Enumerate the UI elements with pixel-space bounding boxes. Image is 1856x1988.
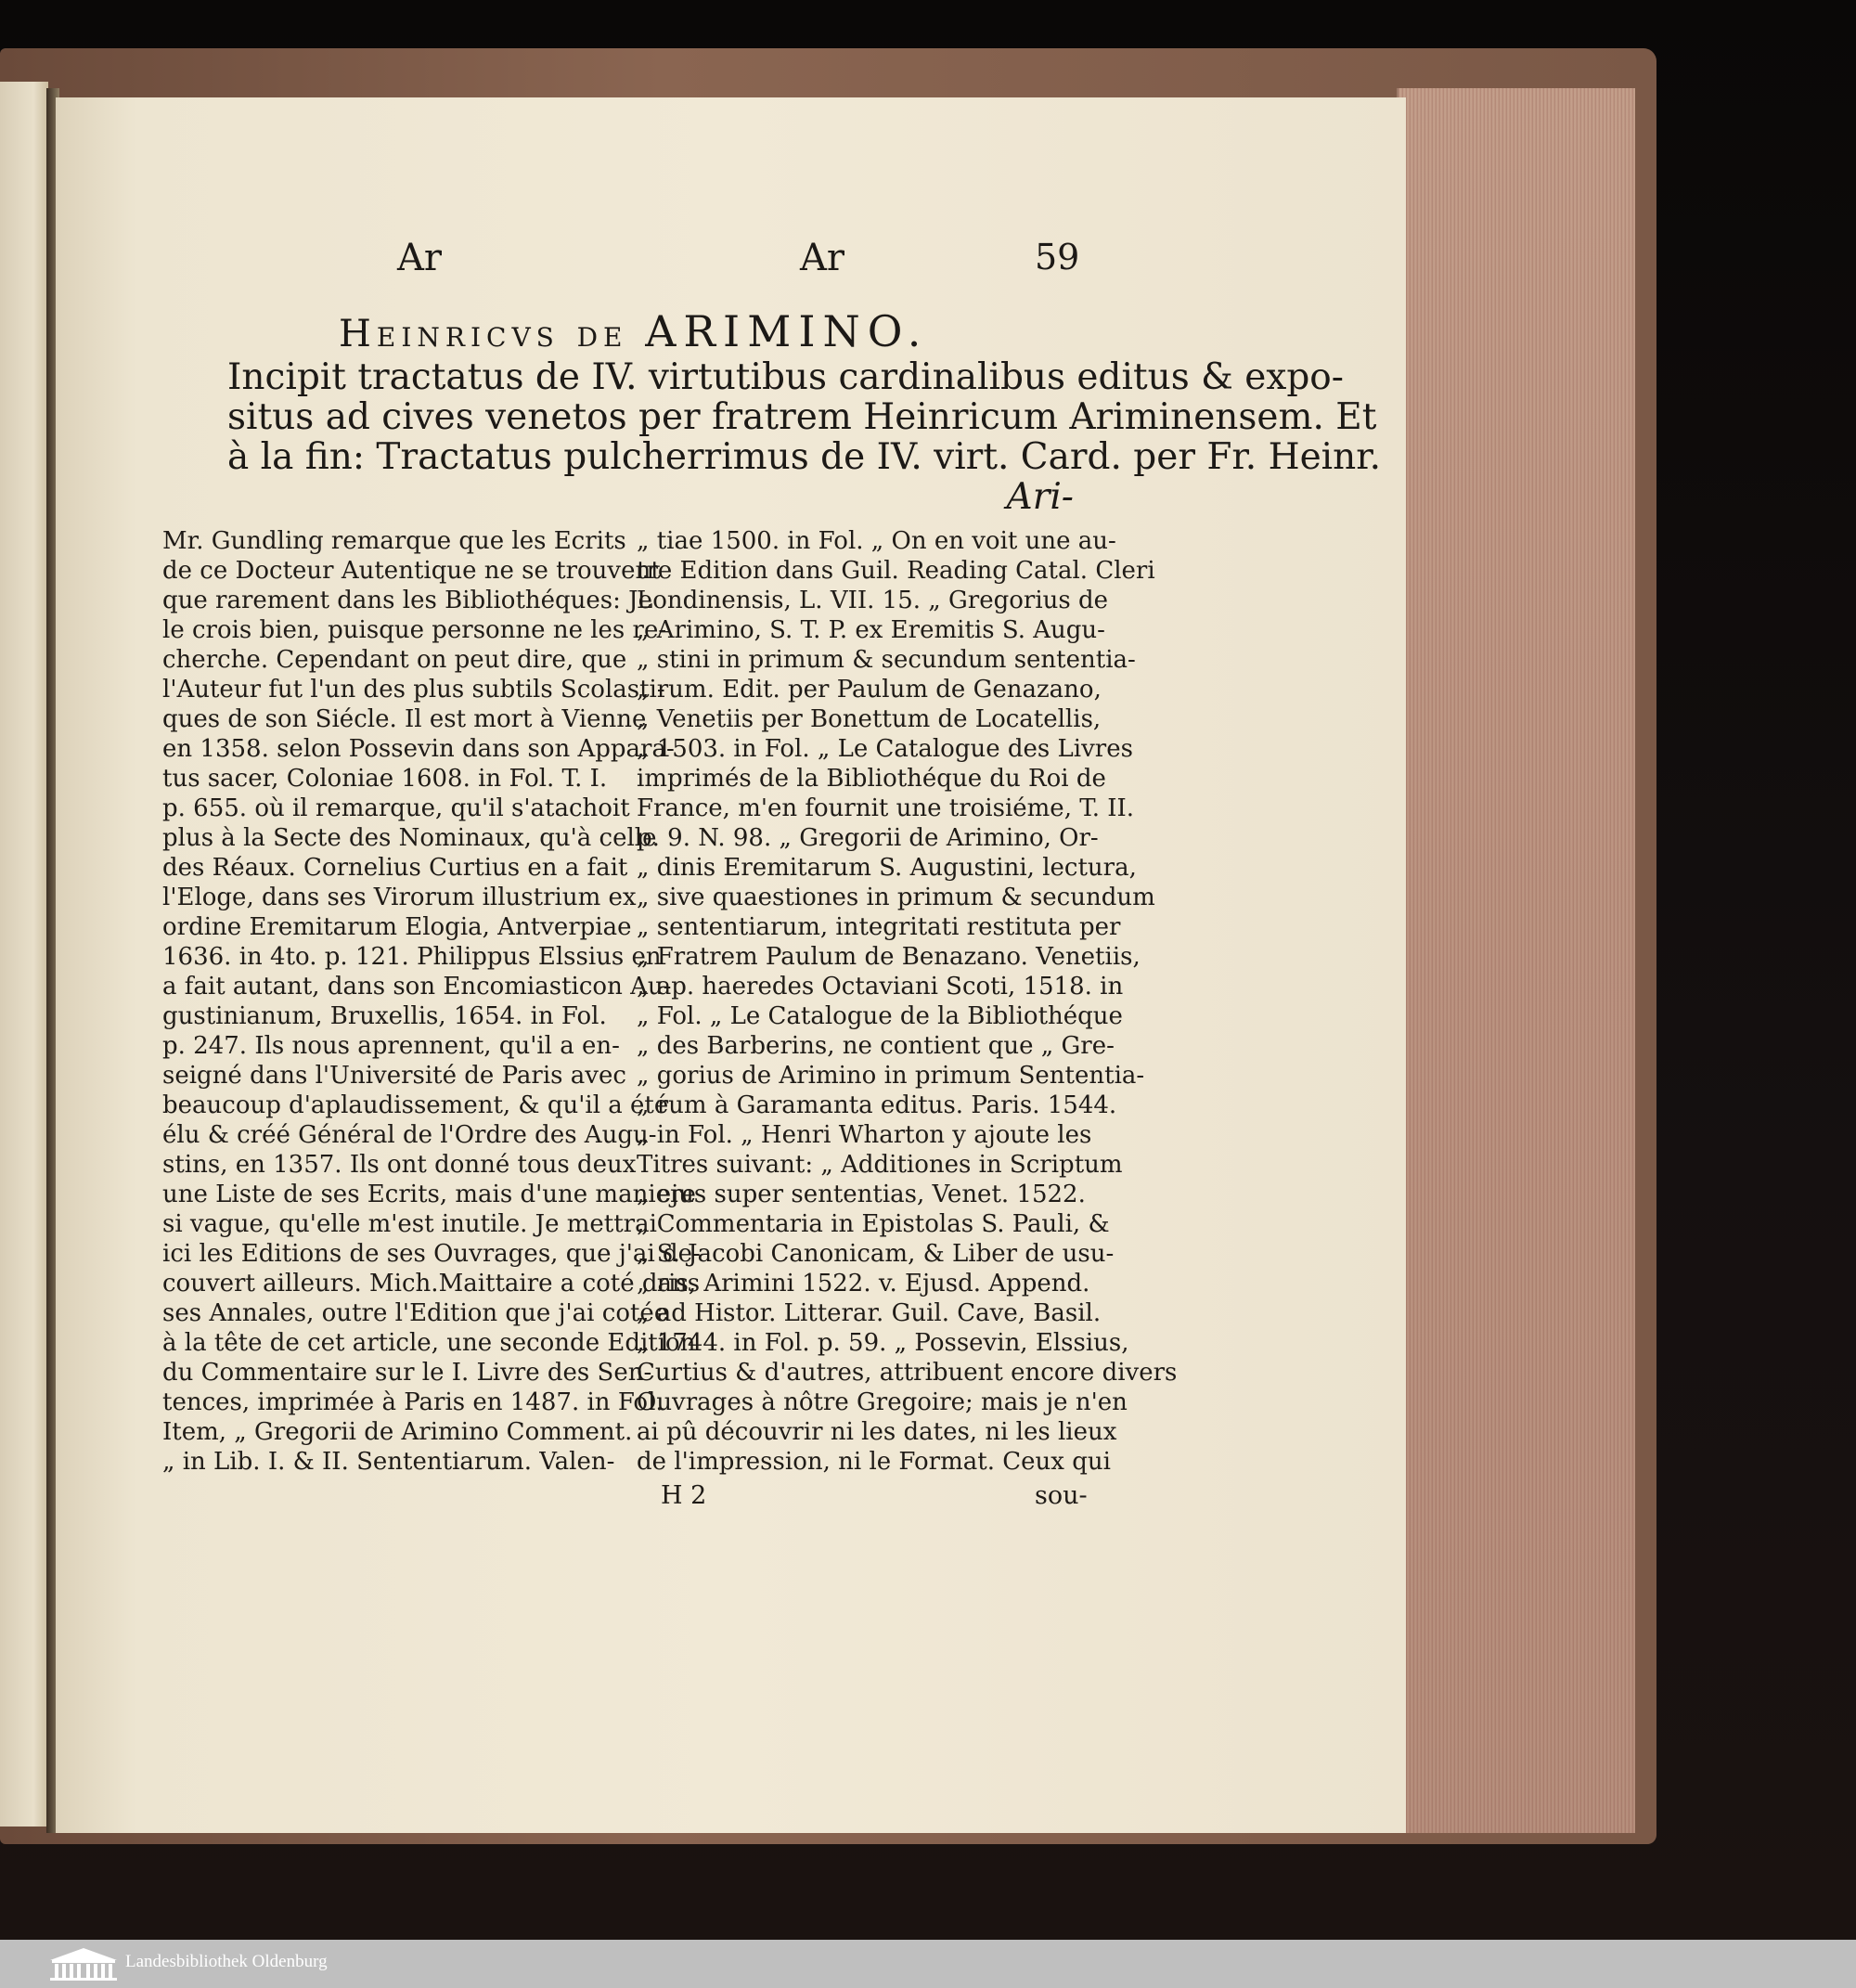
- text-line: si vague, qu'elle m'est inutile. Je mettrai: [162, 1210, 657, 1238]
- text-line: „ Venetiis per Bonettum de Locatellis,: [637, 705, 1102, 733]
- text-line: „ ap. haeredes Octaviani Scoti, 1518. in: [637, 973, 1124, 1000]
- text-line: ai pû découvrir ni les dates, ni les lieux: [637, 1418, 1117, 1446]
- text-line: „ stini in primum & secundum sententia-: [637, 646, 1136, 674]
- text-line: ses Annales, outre l'Edition que j'ai cotée: [162, 1299, 669, 1327]
- incipit-line: Ari-: [1006, 476, 1074, 518]
- text-line: „ 1503. in Fol. „ Le Catalogue des Livres: [637, 735, 1133, 763]
- text-line: „ sive quaestiones in primum & secundum: [637, 884, 1155, 911]
- text-line: cherche. Cependant on peut dire, que: [162, 646, 627, 674]
- text-line: „ Fratrem Paulum de Benazano. Venetiis,: [637, 943, 1141, 971]
- text-line: couvert ailleurs. Mich.Maittaire a coté dans: [162, 1270, 701, 1297]
- text-line: 1636. in 4to. p. 121. Philippus Elssius en: [162, 943, 662, 971]
- text-line: France, m'en fournit une troisiéme, T. II.: [637, 794, 1135, 822]
- title-prefix: Heinricvs de: [339, 313, 628, 355]
- library-name[interactable]: Landesbibliothek Oldenburg: [125, 1952, 328, 1971]
- viewer-footer-bar: [0, 1940, 1856, 1988]
- text-line: „ rum à Garamanta editus. Paris. 1544.: [637, 1091, 1117, 1119]
- text-line: „ Commentaria in Epistolas S. Pauli, &: [637, 1210, 1110, 1238]
- text-line: „ gorius de Arimino in primum Sententia-: [637, 1062, 1145, 1090]
- text-line: „ rum. Edit. per Paulum de Genazano,: [637, 676, 1102, 704]
- text-line: le crois bien, puisque personne ne les re-: [162, 616, 667, 644]
- text-line: „ des Barberins, ne contient que „ Gre-: [637, 1032, 1115, 1060]
- running-head-left: Ar: [397, 237, 443, 279]
- text-line: gustinianum, Bruxellis, 1654. in Fol.: [162, 1002, 607, 1030]
- text-line: en 1358. selon Possevin dans son Appara-: [162, 735, 675, 763]
- text-line: tences, imprimée à Paris en 1487. in Fol.: [162, 1388, 664, 1416]
- text-line: p. 9. N. 98. „ Gregorii de Arimino, Or-: [637, 824, 1099, 852]
- text-line: „ 1744. in Fol. p. 59. „ Possevin, Elssius,: [637, 1329, 1129, 1357]
- text-line: p. 247. Ils nous aprennent, qu'il a en-: [162, 1032, 620, 1060]
- text-line: imprimés de la Bibliothéque du Roi de: [637, 765, 1106, 793]
- text-line: élu & créé Général de l'Ordre des Augu-: [162, 1121, 657, 1149]
- text-line: Item, „ Gregorii de Arimino Comment.: [162, 1418, 633, 1446]
- text-line: une Liste de ses Ecrits, mais d'une maniere: [162, 1181, 696, 1208]
- catchword: sou-: [1035, 1481, 1088, 1510]
- text-line: Titres suivant: „ Additiones in Scriptum: [637, 1151, 1123, 1179]
- text-line: „ S. Jacobi Canonicam, & Liber de usu-: [637, 1240, 1115, 1268]
- text-line: „ in Lib. I. & II. Sententiarum. Valen-: [162, 1448, 615, 1476]
- running-head-center: Ar: [800, 237, 845, 279]
- right-column: [637, 526, 1178, 1477]
- entry-title: [339, 306, 1100, 356]
- text-line: des Réaux. Cornelius Curtius en a fait: [162, 854, 628, 882]
- title-name: ARIMINO.: [645, 306, 929, 356]
- text-line: du Commentaire sur le I. Livre des Sen-: [162, 1359, 652, 1387]
- facing-page-edge: [0, 82, 48, 1827]
- text-line: Ouvrages à nôtre Gregoire; mais je n'en: [637, 1388, 1128, 1416]
- text-line: que rarement dans les Bibliothéques: Je: [162, 587, 652, 614]
- text-line: a fait autant, dans son Encomiasticon Au-: [162, 973, 672, 1000]
- text-line: „ Fol. „ Le Catalogue de la Bibliothéque: [637, 1002, 1123, 1030]
- text-line: Londinensis, L. VII. 15. „ Gregorius de: [637, 587, 1109, 614]
- text-line: tre Edition dans Guil. Reading Catal. Cleri: [637, 557, 1155, 585]
- incipit-block: [227, 356, 1382, 518]
- left-column: [162, 526, 701, 1477]
- text-line: seigné dans l'Université de Paris avec: [162, 1062, 626, 1090]
- text-line: „ ad Histor. Litterar. Guil. Cave, Basil.: [637, 1299, 1102, 1327]
- text-line: p. 655. où il remarque, qu'il s'atachoit: [162, 794, 630, 822]
- text-line: plus à la Secte des Nominaux, qu'à celle: [162, 824, 657, 852]
- text-line: Curtius & d'autres, attribuent encore divers: [637, 1359, 1178, 1387]
- text-line: ici les Editions de ses Ouvrages, que j'ai de-: [162, 1240, 701, 1268]
- text-line: tus sacer, Coloniae 1608. in Fol. T. I.: [162, 765, 608, 793]
- text-line: „ ris, Arimini 1522. v. Ejusd. Append.: [637, 1270, 1090, 1297]
- library-building-icon: [46, 1945, 121, 1982]
- text-line: ordine Eremitarum Elogia, Antverpiae: [162, 913, 632, 941]
- text-line: de l'impression, ni le Format. Ceux qui: [637, 1448, 1111, 1476]
- text-line: „ Arimino, S. T. P. ex Eremitis S. Augu-: [637, 616, 1105, 644]
- text-line: stins, en 1357. Ils ont donné tous deux: [162, 1151, 637, 1179]
- incipit-line: situs ad cives venetos per fratrem Heinricum Ariminensem. Et: [227, 396, 1377, 438]
- signature-mark: H 2: [661, 1481, 707, 1510]
- incipit-line: à la fin: Tractatus pulcherrimus de IV. virt. Card. per Fr. Heinr.: [227, 436, 1382, 478]
- text-line: Mr. Gundling remarque que les Ecrits: [162, 527, 626, 555]
- text-line: „ in Fol. „ Henri Wharton y ajoute les: [637, 1121, 1092, 1149]
- text-line: l'Auteur fut l'un des plus subtils Scolasti-: [162, 676, 665, 704]
- incipit-line: Incipit tractatus de IV. virtutibus cardinalibus editus & expo-: [227, 356, 1344, 398]
- text-line: „ ejus super sententias, Venet. 1522.: [637, 1181, 1086, 1208]
- text-line: „ dinis Eremitarum S. Augustini, lectura,: [637, 854, 1137, 882]
- text-line: l'Eloge, dans ses Virorum illustrium ex: [162, 884, 637, 911]
- text-line: „ tiae 1500. in Fol. „ On en voit une au-: [637, 527, 1116, 555]
- page-edges: [1397, 88, 1635, 1833]
- text-line: ques de son Siécle. Il est mort à Vienne: [162, 705, 647, 733]
- text-line: à la tête de cet article, une seconde Edition: [162, 1329, 696, 1357]
- text-line: de ce Docteur Autentique ne se trouvent: [162, 557, 661, 585]
- page-number: 59: [1035, 237, 1080, 278]
- text-line: „ sententiarum, integritati restituta per: [637, 913, 1121, 941]
- text-line: beaucoup d'aplaudissement, & qu'il a été: [162, 1091, 669, 1119]
